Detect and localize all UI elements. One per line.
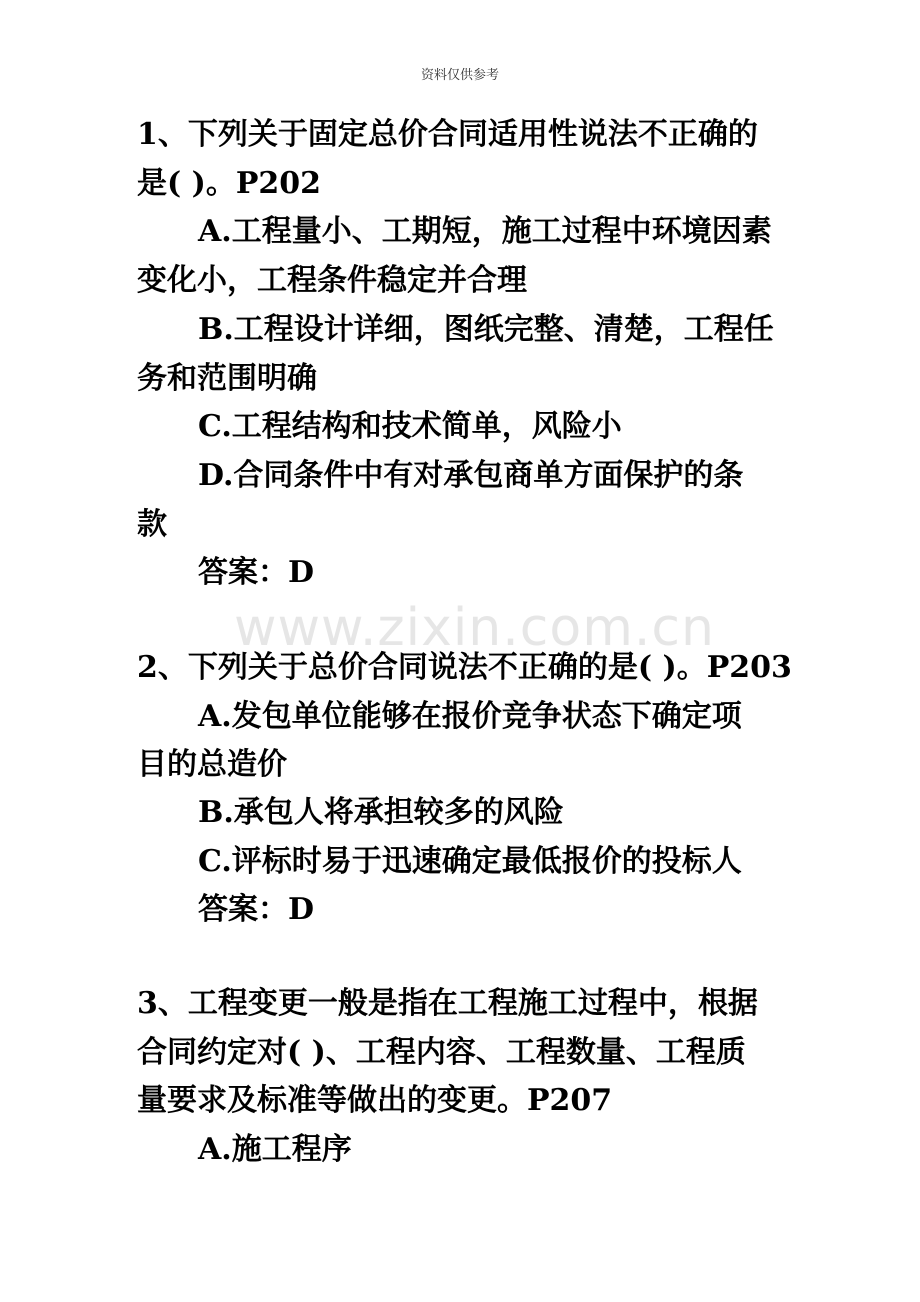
option-d-continued: 款 (137, 507, 167, 542)
answer: 答案：D (198, 555, 315, 590)
option-c: C.评标时易于迅速确定最低报价的投标人 (198, 844, 742, 879)
question-stem-line: 是( )。P202 (137, 166, 322, 201)
option-b: B.承包人将承担较多的风险 (198, 795, 564, 830)
option-b-continued: 务和范围明确 (137, 361, 317, 396)
watermark: www.zixin.com.cn (234, 598, 715, 658)
header-note: 资料仅供参考 (420, 68, 499, 83)
option-d: D.合同条件中有对承包商单方面保护的条 (198, 458, 744, 493)
question-stem-line: 1、下列关于固定总价合同适用性说法不正确的 (137, 117, 758, 152)
question-stem-line: 量要求及标准等做出的变更。P207 (137, 1083, 613, 1118)
option-a: A.施工程序 (198, 1132, 352, 1167)
question-stem-line: 2、下列关于总价合同说法不正确的是( )。P203 (137, 650, 792, 685)
question-stem-line: 3、工程变更一般是指在工程施工过程中，根据 (137, 986, 758, 1021)
option-a-continued: 目的总造价 (137, 747, 287, 782)
option-a: A.发包单位能够在报价竞争状态下确定项 (198, 699, 742, 734)
option-a-continued: 变化小，工程条件稳定并合理 (137, 263, 527, 298)
option-a: A.工程量小、工期短，施工过程中环境因素 (198, 214, 772, 249)
option-c: C.工程结构和技术简单，风险小 (198, 409, 622, 444)
question-stem-line: 合同约定对( )、工程内容、工程数量、工程质 (137, 1035, 746, 1070)
answer: 答案：D (198, 892, 315, 927)
option-b: B.工程设计详细，图纸完整、清楚，工程任 (198, 312, 774, 347)
